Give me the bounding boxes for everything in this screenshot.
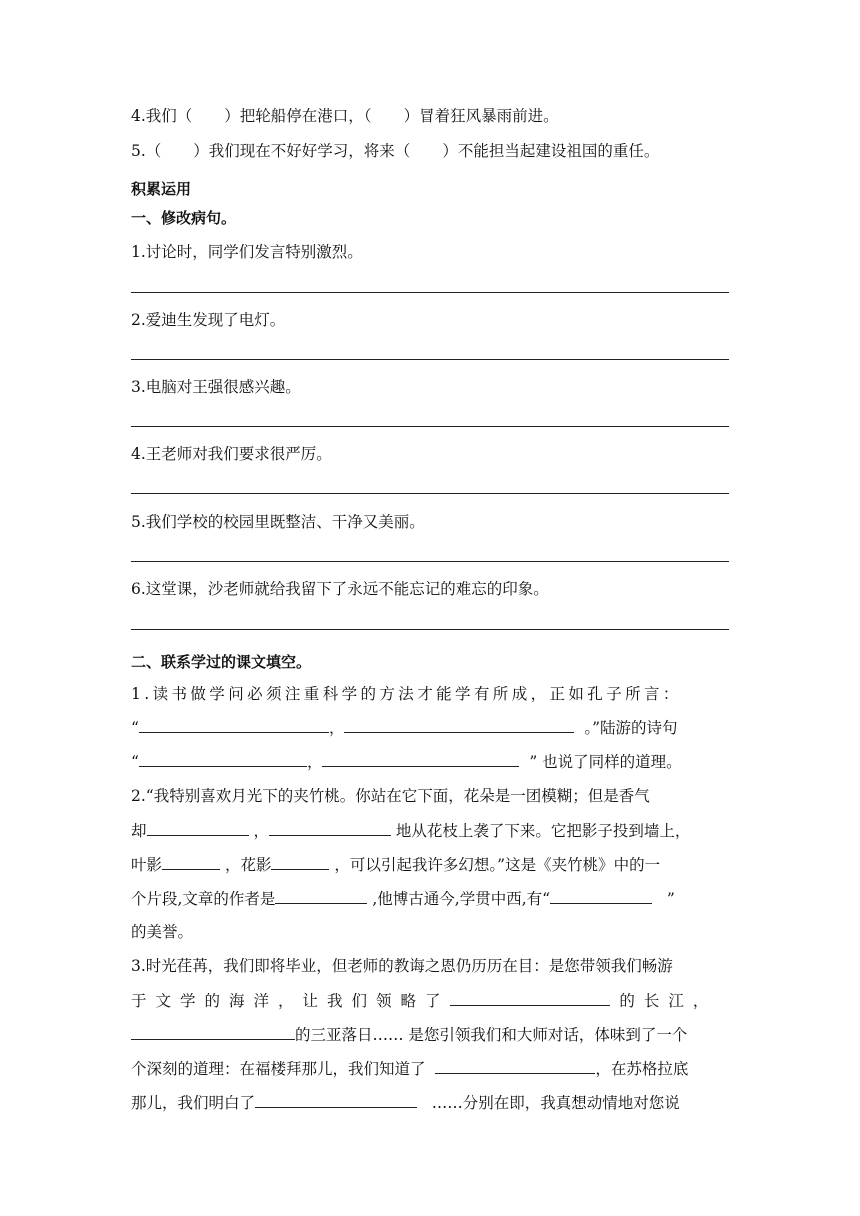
blank[interactable] [275,886,367,904]
revise-item-5: 5.我们学校的校园里既整洁、干净又美丽。 [131,513,425,531]
q5-text-a: 5.（ [131,142,162,160]
p2-q3-line2: 于文学的海洋，让我们领略了 的长江， [131,988,717,1013]
blank[interactable] [322,749,519,767]
answer-line-3[interactable] [131,426,729,427]
p2-q2-line5: 的美誉。 [131,923,194,941]
p2-q2-line2: 却 ， 地从花枝上袭了下来。它把影子投到墙上， [131,818,690,843]
p2-q2-line1: 2.“我特别喜欢月光下的夹竹桃。你站在它下面，花朵是一团模糊；但是香气 [131,787,650,805]
blank[interactable] [344,715,574,733]
blank[interactable] [255,1090,417,1108]
blank[interactable] [139,749,307,767]
revise-item-4: 4.王老师对我们要求很严厉。 [131,445,332,463]
q4-text-c: ）冒着狂风暴雨前进。 [403,107,559,125]
blank[interactable] [131,1022,295,1040]
p2-q3-line1: 3.时光荏苒，我们即将毕业，但老师的教诲之恩仍历历在目：是您带领我们畅游 [131,957,673,975]
blank[interactable] [550,886,652,904]
revise-item-3: 3.电脑对王强很感兴趣。 [131,378,301,396]
blank[interactable] [271,852,329,870]
q4-line [131,104,559,128]
answer-line-2[interactable] [131,359,729,360]
revise-item-2: 2.爱迪生发现了电灯。 [131,311,286,329]
part2-title: 二、联系学过的课文填空。 [131,653,312,671]
p2-q3-line3: 的三亚落日…… 是您引领我们和大师对话，体味到了一个 [131,1022,687,1047]
q4-text-a: 4.我们（ [131,107,193,125]
revise-item-6: 6.这堂课，沙老师就给我留下了永远不能忘记的难忘的印象。 [131,580,549,598]
blank[interactable] [147,818,249,836]
q5-line [131,139,659,163]
part1-title: 一、修改病句。 [131,209,237,227]
blank[interactable] [162,852,220,870]
p2-q3-line5: 那儿，我们明白了 ……分别在即，我真想动情地对您说 [131,1090,680,1115]
p2-q1-line3: “ ， ” 也说了同样的道理。 [131,749,682,774]
p2-q2-line4: 个片段,文章的作者是 ,他博古通今,学贯中西,有“ ” [131,886,675,911]
q5-text-c: ）不能担当起建设祖国的重任。 [442,142,660,160]
answer-line-4[interactable] [131,493,729,494]
q4-text-b: ）把轮船停在港口，（ [224,107,372,125]
answer-line-6[interactable] [131,629,729,630]
blank[interactable] [450,988,610,1006]
blank[interactable] [269,818,391,836]
p2-q2-line3: 叶影 ，花影 ，可以引起我许多幻想。”这是《夹竹桃》中的一 [131,852,660,877]
p2-q1-line2: “ ， 。”陆游的诗句 [131,715,678,740]
revise-item-1: 1.讨论时，同学们发言特别激烈。 [131,243,363,261]
answer-line-1[interactable] [131,292,729,293]
q5-text-b: ）我们现在不好好学习，将来（ [193,142,411,160]
p2-q1-line1: 1.读书做学问必须注重科学的方法才能学有所成，正如孔子所言： [131,685,682,703]
blank[interactable] [435,1056,595,1074]
p2-q3-line4: 个深刻的道理：在福楼拜那儿，我们知道了 ，在苏格拉底 [131,1056,688,1081]
section-title: 积累运用 [131,180,192,198]
blank[interactable] [139,715,329,733]
answer-line-5[interactable] [131,561,729,562]
